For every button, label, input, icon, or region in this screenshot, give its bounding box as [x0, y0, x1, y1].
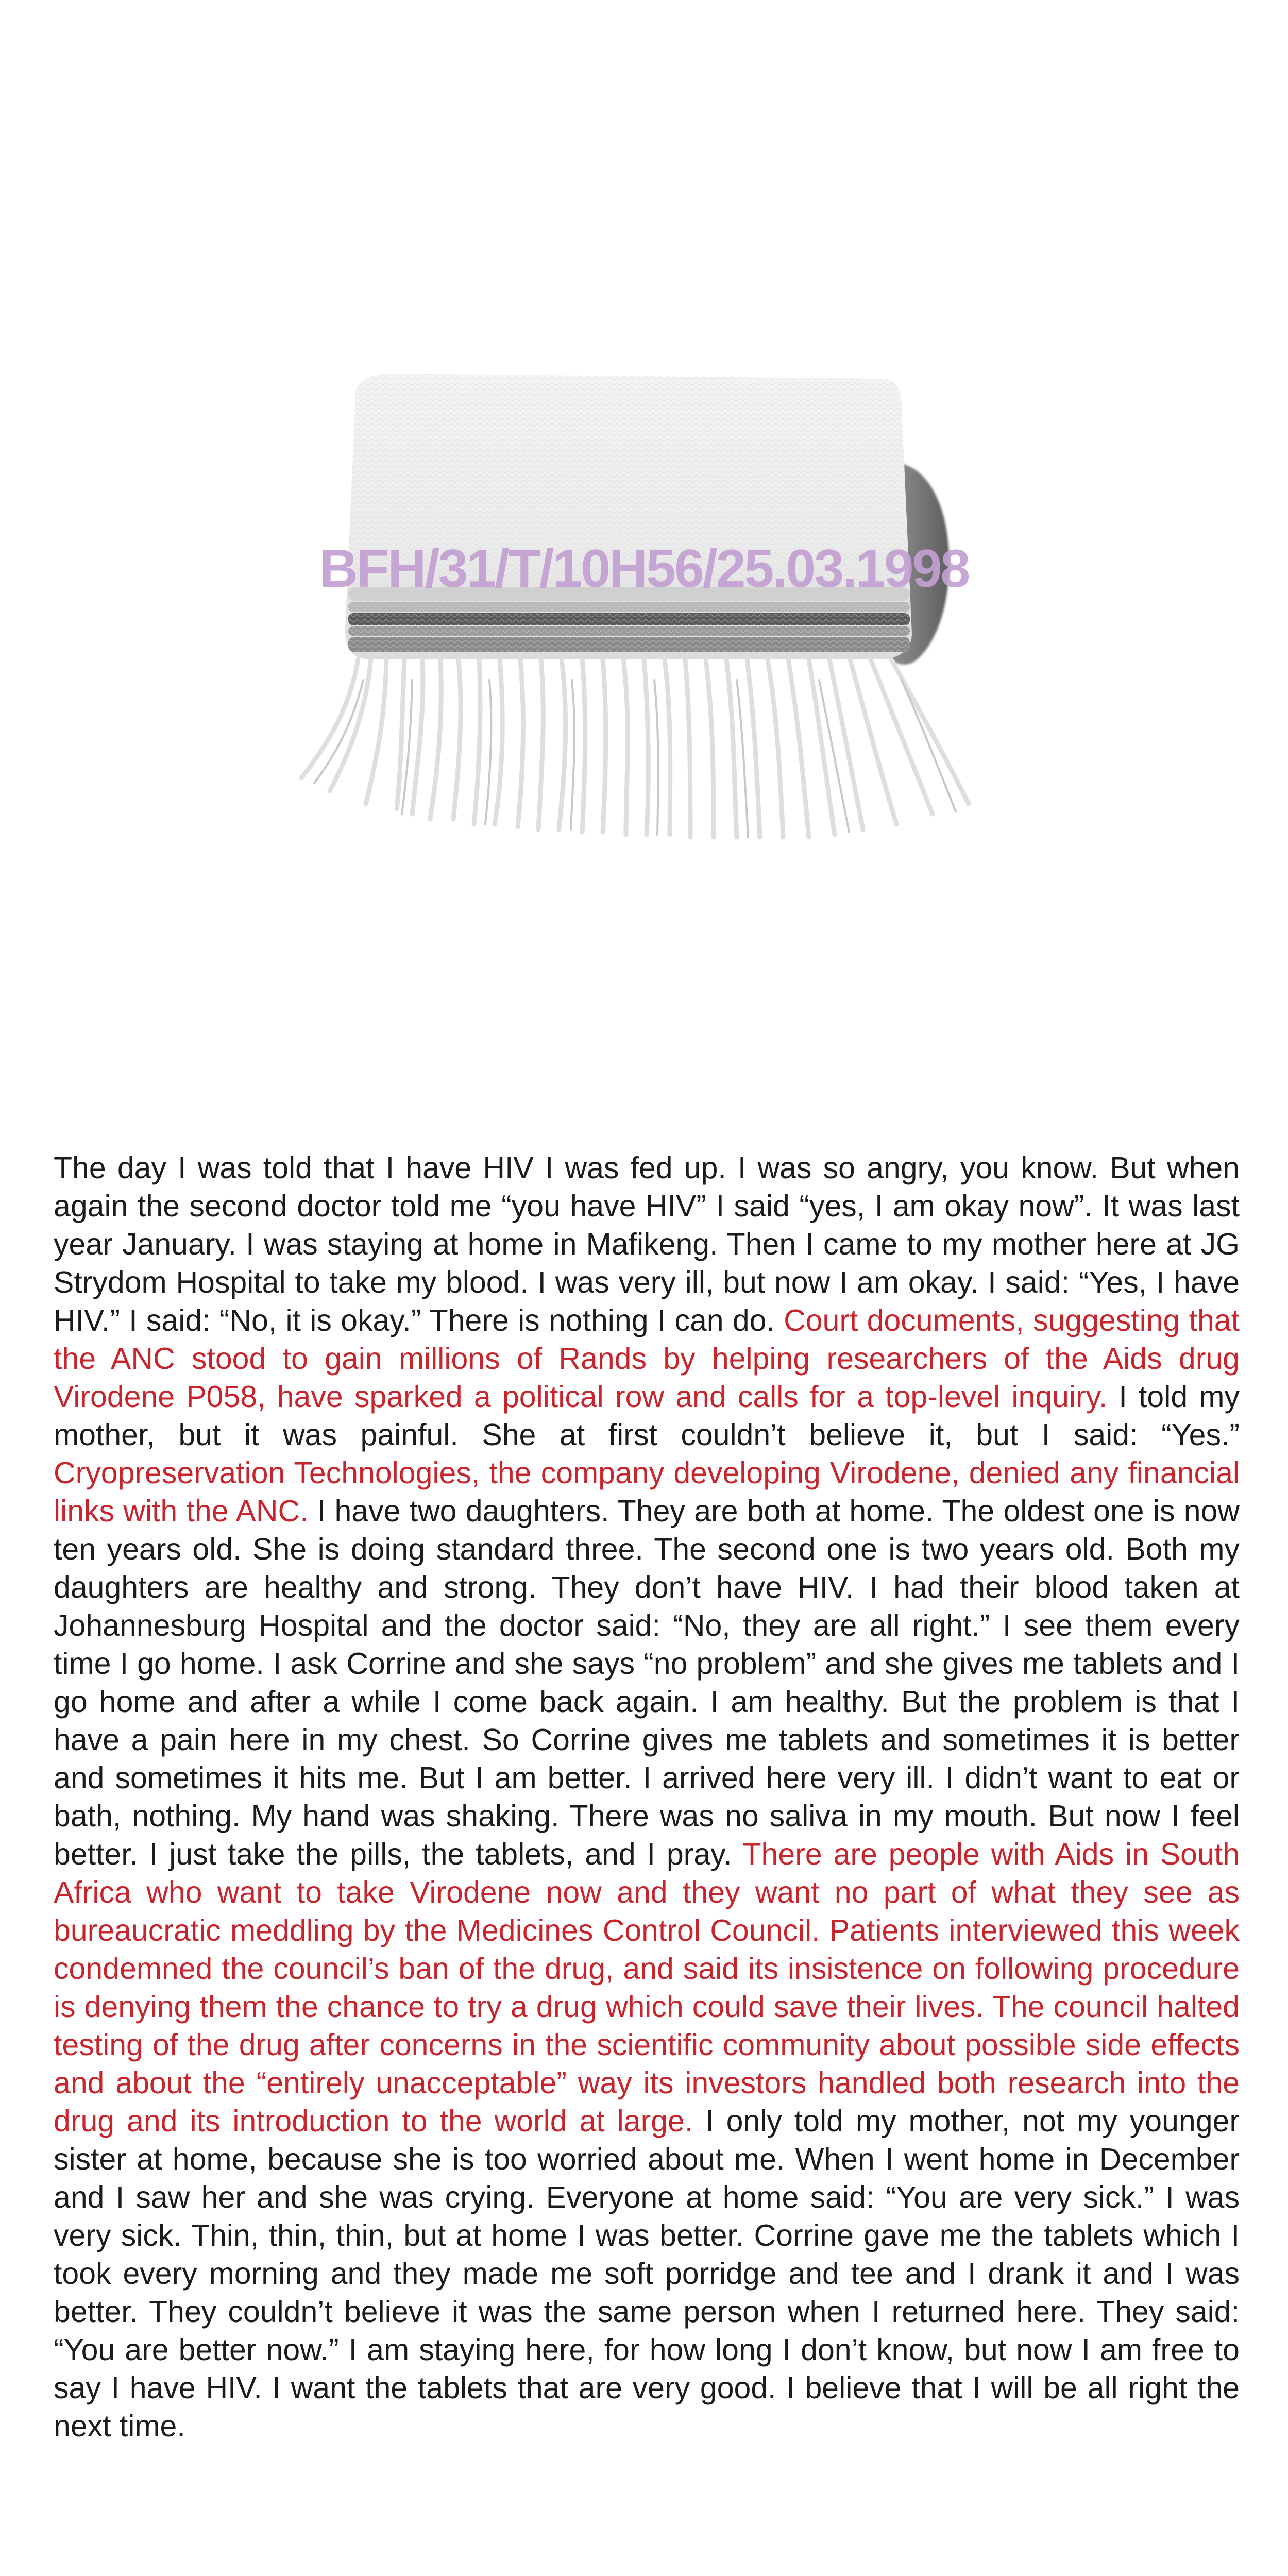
- testimony-segment: I have two daughters. They are both at home. The oldest one is now ten years old. She is doing standard three. The second one is two years old. Both my daughters are healthy and strong. They don’t have HIV. I had their blood taken at Johannesburg Hospital and the doctor said: “No, they are all right.” I see them every time I go home. I ask Corrine and she says “no problem” and she gives me tablets and I go home and after a while I come back again. I am healthy. But the problem is that I have a pain here in my chest. So Corrine gives me tablets and sometimes it is better and sometimes it hits me. But I am better. I arrived here very ill. I didn’t want to eat or bath, nothing. My hand was shaking. There was no saliva in my mouth. But now I feel better. I just take the pills, the tablets, and I pray.: [54, 1494, 1240, 1871]
- testimony-segment: I only told my mother, not my younger sister at home, because she is too worried about me. When I went home in December and I saw her and she was crying. Everyone at home said: “You are very sick.” I was very sick. Thin, thin, thin, but at home I was better. Corrine gave me the tablets which I took every morning and they made me soft porridge and tee and I drank it and I was better. They couldn’t believe it was the same person when I returned here. They said: “You are better now.” I am staying here, for how long I don’t know, but now I am free to say I have HIV. I want the tablets that are very good. I believe that I will be all right the next time.: [54, 2104, 1240, 2443]
- testimony-segment: The day I was told that I have HIV I was fed up. I was so angry, you know. But when again the second doctor told me “you have HIV” I said “yes, I am okay now”. It was last year January. I was staying at home in Mafikeng. Then I came to my mother here at JG Strydom Hospital to take my blood. I was very ill, but now I am okay. I said: “Yes, I have HIV.” I said: “No, it is okay.” There is nothing I can do.: [54, 1151, 1240, 1337]
- article-body: [54, 1149, 1240, 2445]
- archive-stamp-code: BFH/31/T/10H56/25.03.1998: [319, 539, 969, 599]
- press-segment: There are people with Aids in South Africa who want to take Virodene now and they want no part of what they see as bureaucratic meddling by the Medicines Control Council. Patients interviewed this week condemned the council’s ban of the drug, and said its insistence on following procedure is denying them the chance to try a drug which could save their lives. The council halted testing of the drug after concerns in the scientific community about possible side effects and about the “entirely unacceptable” way its investors handled both research into the drug and its introduction to the world at large.: [54, 1837, 1240, 2138]
- press-segment: Cryopreservation Technologies, the company developing Virodene, denied any financial links with the ANC.: [54, 1456, 1240, 1528]
- testimony-segment: I told my mother, but it was painful. She at first couldn’t believe it, but I said: “Yes.”: [54, 1380, 1240, 1452]
- scarf-photo: [247, 371, 1092, 917]
- press-segment: Court documents, suggesting that the ANC stood to gain millions of Rands by helping researchers of the Aids drug Virodene P058, have sparked a political row and calls for a top-level inquiry.: [54, 1303, 1240, 1414]
- scarf-illustration: [247, 371, 1092, 917]
